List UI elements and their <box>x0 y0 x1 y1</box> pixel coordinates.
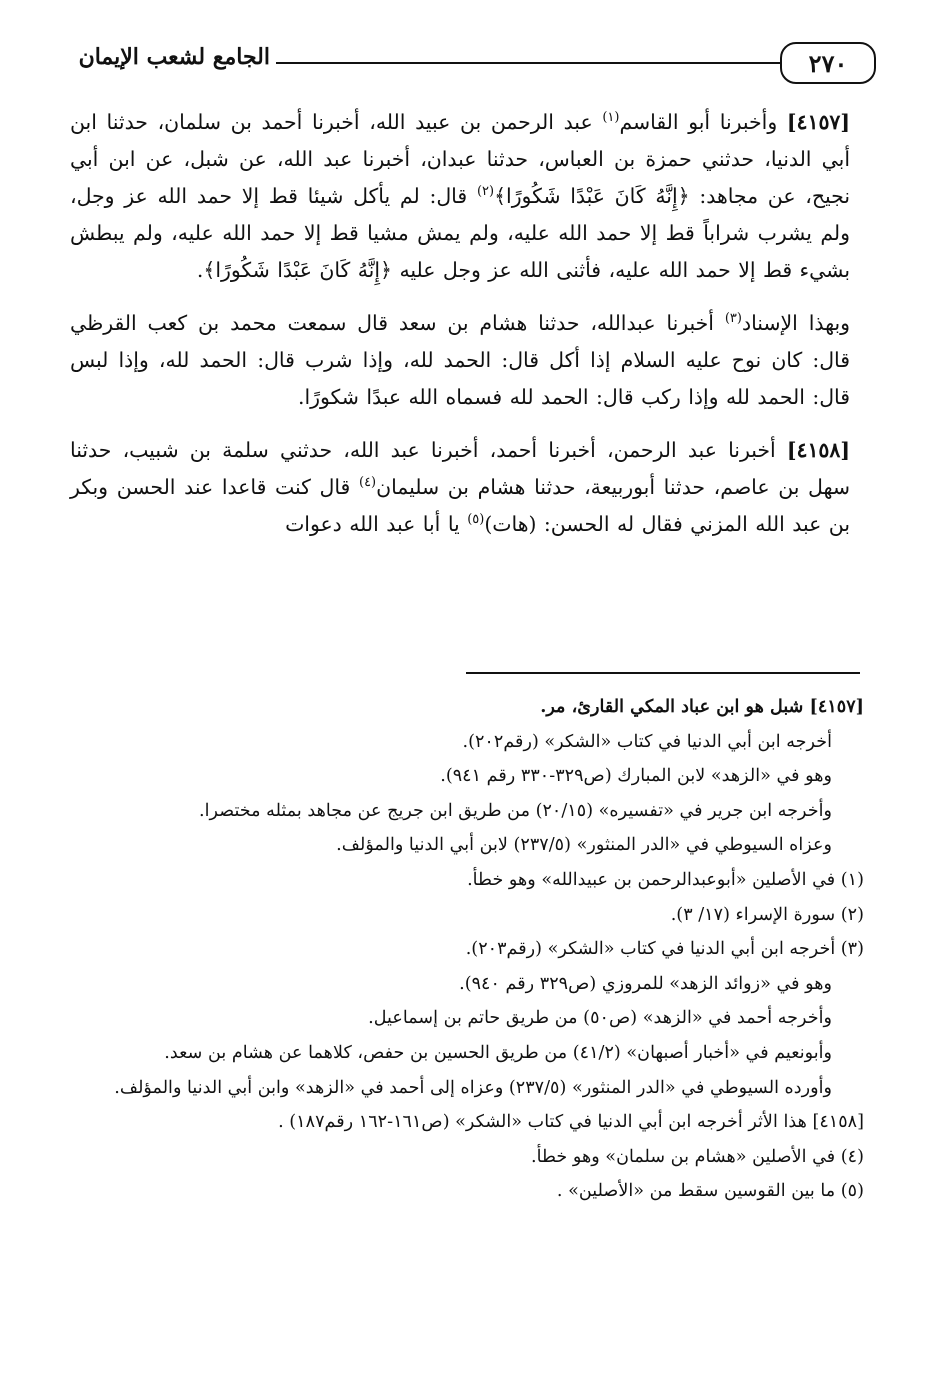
text-segment: عبد الرحمن بن عبيد الله، أخبرنا أحمد بن سلمان، حدثنا ابن أبي الدنيا، حدثني حمزة بن العباس، حدثنا عبدان، أخبرنا عبد الله، عن شبل، عن ابن أبي نجيح، عن مجاهد: ﴿إِنَّهُ كَانَ عَبْدًا شَكُورًا﴾ <box>70 110 851 208</box>
text-segment: قال: لم يأكل شيئا قط إلا حمد الله عز وجل، ولم يشرب شراباً قط إلا حمد الله عليه، ولم يمش مشيا قط إلا حمد الله عليه، ولم يبطش بشيء قط إلا حمد الله عليه، فأثنى الله عز وجل عليه ﴿إِنَّهُ كَانَ عَبْدًا شَكُورًا﴾. <box>70 184 850 282</box>
footnote-line: (٣) أخرجه ابن أبي الدنيا في كتاب «الشكر» (رقم٢٠٣). <box>465 939 864 960</box>
footnote-line: (١) في الأصلين «أبوعبدالرحمن بن عبيدالله» وهو خطأ. <box>467 869 864 890</box>
hadith-number: [٤١٥٧] <box>786 110 851 134</box>
footnote-line: وأورده السيوطي في «الدر المنثور» (٢٣٧/٥) وعزاه إلى أحمد في «الزهد» وابن أبي الدنيا والمؤلف. <box>114 1077 832 1098</box>
text-segment: وأخبرنا أبو القاسم <box>619 110 778 134</box>
footnote-line: وهو في «زوائد الزهد» للمروزي (ص٣٢٩ رقم ٩٤٠). <box>459 973 832 994</box>
footnote-ref-2: (٢) <box>476 184 495 200</box>
text-segment: أخبرنا عبدالله، حدثنا هشام بن سعد قال سمعت محمد بن كعب القرظي قال: كان نوح عليه السلام إذا أكل قال: الحمد لله، وإذا شرب قال: الحمد لله، وإذا لبس قال: الحمد لله وإذا ركب قال: الحمد لله فسماه الله عبدًا شكورًا. <box>70 311 850 409</box>
text-segment: وبهذا الإسناد <box>741 311 850 335</box>
footnote-line: [٤١٥٧] شبل هو ابن عباد المكي القارئ، مر. <box>540 696 864 717</box>
footnote-line: (٥) ما بين القوسين سقط من «الأصلين» . <box>556 1181 864 1202</box>
text-segment: أخبرنا عبد الرحمن، أخبرنا أحمد، أخبرنا عبد الله، حدثني سلمة بن شبيب، حدثنا سهل بن عاصم، حدثنا أبوربيعة، حدثنا هشام بن سليمان <box>70 438 850 499</box>
header-rule <box>276 62 780 64</box>
footnote-line: (٤) في الأصلين «هشام بن سلمان» وهو خطأ. <box>531 1146 864 1167</box>
text-segment: يا أبا عبد الله دعوات <box>285 512 460 536</box>
footnotes <box>90 690 864 1209</box>
footnote-line: وهو في «الزهد» لابن المبارك (ص٣٢٩-٣٣٠ رقم ٩٤١). <box>440 766 832 787</box>
hadith-number: [٤١٥٨] <box>786 438 850 462</box>
footnote-line: (٢) سورة الإسراء (١٧/ ٣). <box>670 904 864 925</box>
paragraph-4158 <box>70 432 850 543</box>
footnote-separator <box>466 672 860 674</box>
footnote-line: وأبونعيم في «أخبار أصبهان» (٤١/٢) من طريق الحسين بن حفص، كلاهما عن هشام بن سعد. <box>164 1042 832 1063</box>
book-title: الجامع لشعب الإيمان <box>78 44 270 70</box>
text-segment: قال كنت قاعدا عند الحسن وبكر بن عبد الله المزني فقال له الحسن: (هات) <box>70 475 850 536</box>
footnote-ref-5: (٥) <box>467 512 485 528</box>
footnote-line: وعزاه السيوطي في «الدر المنثور» (٢٣٧/٥) لابن أبي الدنيا والمؤلف. <box>336 835 832 856</box>
footnote-line: أخرجه ابن أبي الدنيا في كتاب «الشكر» (رقم٢٠٢). <box>462 731 832 752</box>
footnote-ref-4: (٤) <box>358 475 377 491</box>
paragraph-isnad <box>70 305 850 416</box>
main-text <box>70 104 850 543</box>
page-number: ٢٧٠ <box>780 42 876 84</box>
page-header <box>60 38 860 90</box>
footnote-ref-1: (١) <box>602 110 620 126</box>
footnote-line: وأخرجه ابن جرير في «تفسيره» (٢٠/١٥) من طريق ابن جريج عن مجاهد بمثله مختصرا. <box>199 800 832 821</box>
footnote-line: وأخرجه أحمد في «الزهد» (ص٥٠) من طريق حاتم بن إسماعيل. <box>368 1008 832 1029</box>
footnote-line: [٤١٥٨] هذا الأثر أخرجه ابن أبي الدنيا في كتاب «الشكر» (ص١٦١-١٦٢ رقم١٨٧) . <box>278 1112 864 1133</box>
paragraph-4157 <box>70 104 850 289</box>
footnote-ref-3: (٣) <box>724 311 742 327</box>
